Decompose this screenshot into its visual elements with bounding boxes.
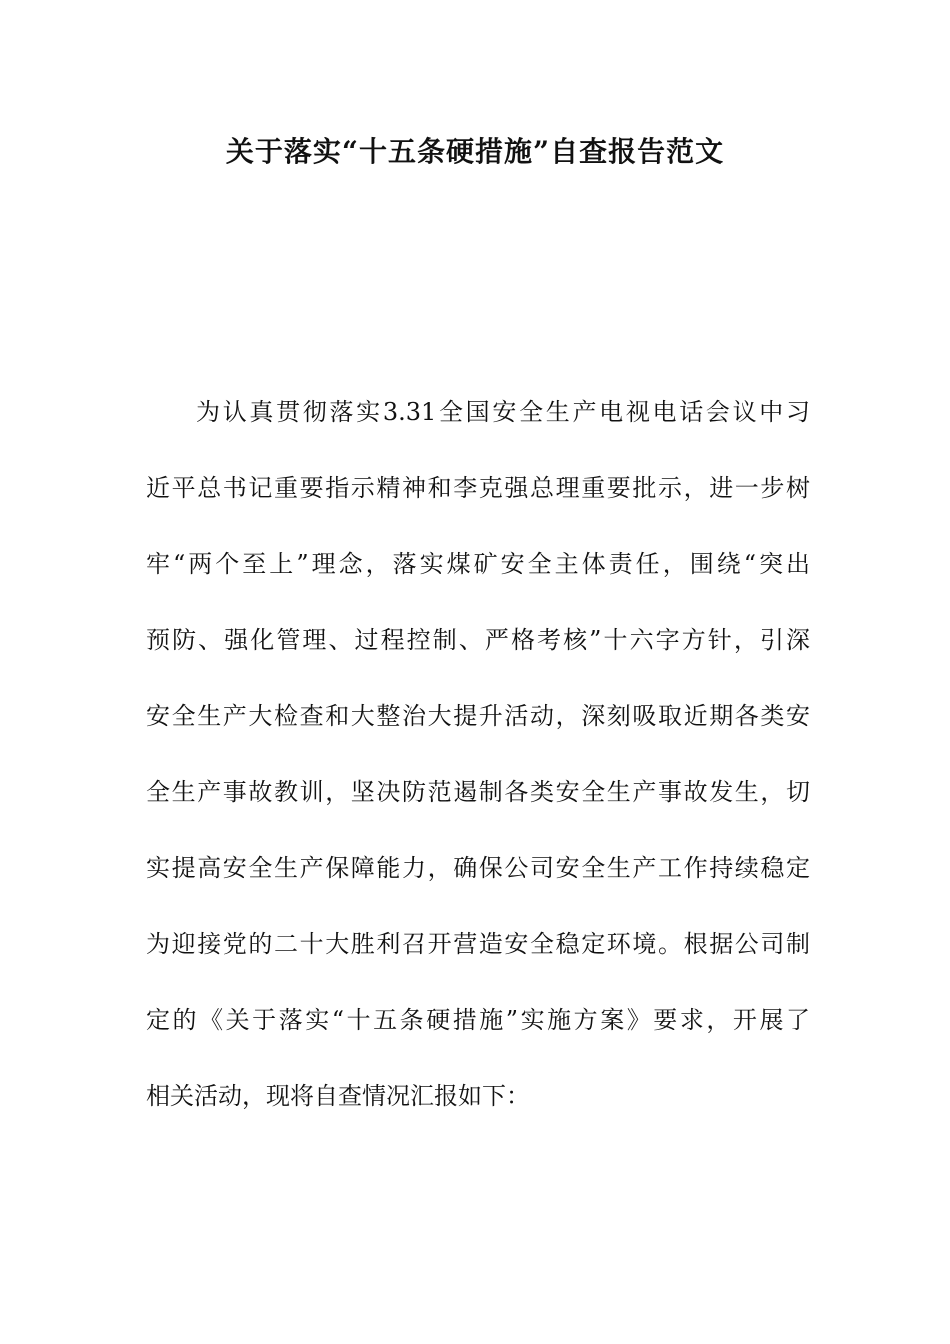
document-title: 关于落实“十五条硬措施”自查报告范文 — [225, 135, 725, 168]
paragraph-line: 为迎接党的二十大胜利召开营造安全稳定环境。根据公司制 — [146, 930, 810, 958]
paragraph-line: 定的《关于落实“十五条硬措施”实施方案》要求，开展了 — [146, 1006, 810, 1034]
body-paragraph — [146, 386, 810, 1146]
paragraph-line: 安全生产大检查和大整治大提升活动，深刻吸取近期各类安 — [146, 702, 810, 730]
paragraph-line: 为认真贯彻落实3.31全国安全生产电视电话会议中习 — [196, 398, 810, 426]
paragraph-line: 实提高安全生产保障能力，确保公司安全生产工作持续稳定 — [146, 854, 810, 882]
paragraph-line: 预防、强化管理、过程控制、严格考核”十六字方针，引深 — [146, 626, 810, 654]
paragraph-line: 全生产事故教训，坚决防范遏制各类安全生产事故发生，切 — [146, 778, 810, 806]
paragraph-line: 近平总书记重要指示精神和李克强总理重要批示，进一步树 — [146, 474, 810, 502]
paragraph-line: 相关活动，现将自查情况汇报如下： — [146, 1082, 530, 1110]
paragraph-line: 牢“两个至上”理念，落实煤矿安全主体责任，围绕“突出 — [146, 550, 810, 578]
